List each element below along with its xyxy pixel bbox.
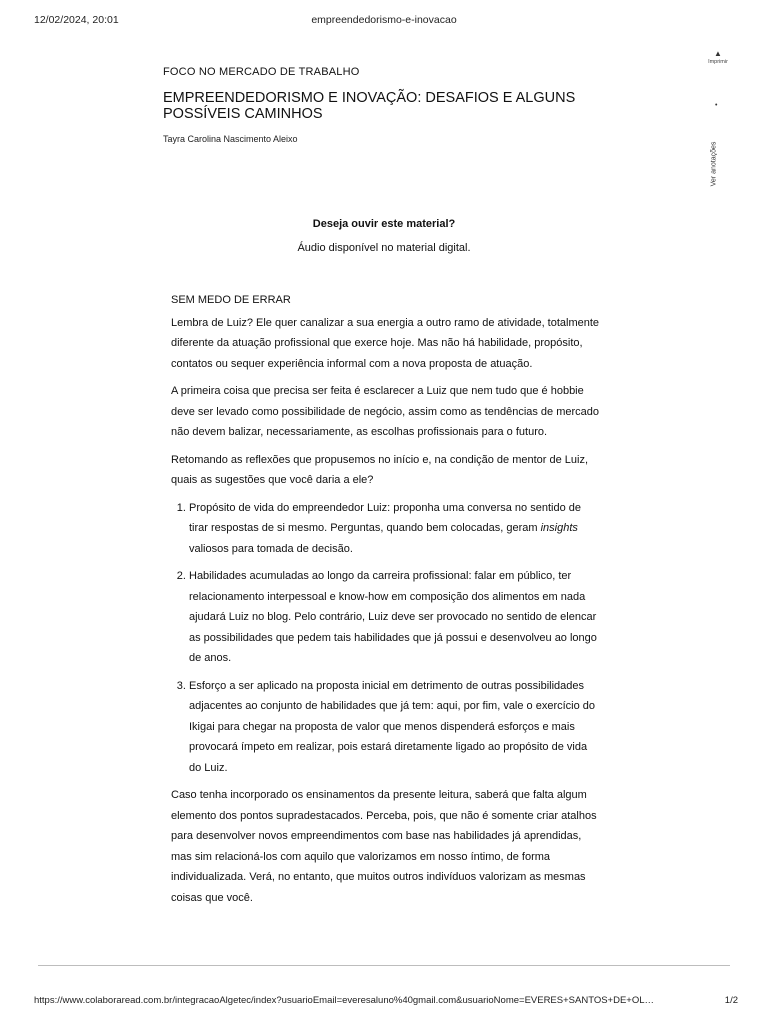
author-name: Tayra Carolina Nascimento Aleixo bbox=[163, 134, 298, 144]
audio-notice bbox=[0, 218, 768, 254]
page-number: 1/2 bbox=[724, 995, 738, 1006]
print-header bbox=[0, 14, 768, 34]
annotations-label: Ver anotações bbox=[710, 141, 718, 187]
annotations-button[interactable] bbox=[700, 134, 728, 194]
print-datetime: 12/02/2024, 20:01 bbox=[34, 14, 119, 26]
list-item-3: 3. Esforço a ser aplicado na proposta inicial em detrimento de outras possibilidades adjacentes ao conjunto de habilidades que já tem: aqui, por fim, vale o exercício do Ikigai para chegar na proposta de valor que menos dispenderá esforços e mais provocará ímpeto em realizar, pois estará diretamente ligado ao propósito de vida do Luiz. bbox=[189, 676, 601, 779]
paragraph-2: A primeira coisa que precisa ser feita é esclarecer a Luiz que nem tudo que é hobbie deve ser levado como possibilidade de negócio, assim como as tendências de mercado não devem balizar, necessariamente, as escolhas profissionais para o futuro. bbox=[171, 385, 600, 438]
page-url: https://www.colaboraread.com.br/integracaoAlgetec/index?usuarioEmail=everesaluno%40gmail.com&usuarioNome=EVERES+SANTOS+DE+OL… bbox=[34, 995, 655, 1006]
print-document-title: empreendedorismo-e-inovacao bbox=[311, 14, 457, 26]
paragraph-3: Retomando as reflexões que propusemos no início e, na condição de mentor de Luiz, quais as sugestões que você daria a ele? bbox=[171, 453, 589, 486]
side-rail bbox=[698, 50, 738, 200]
caret-up-icon: ▲ bbox=[714, 49, 722, 58]
list-item-1-text-a: Propósito de vida do empreendedor Luiz: proponha uma conversa no sentido de tirar respostas de si mesmo. Perguntas, quando bem colocadas, geram bbox=[189, 501, 581, 534]
list-item-1 bbox=[189, 498, 601, 560]
page-title bbox=[163, 90, 603, 122]
paragraph-1: Lembra de Luiz? Ele quer canalizar a sua energia a outro ramo de atividade, totalmente diferente da atuação profissional que exerce hoje. Mas não há habilidade, propósito, contatos ou sequer experiência informal com a nova proposta de atuação. bbox=[171, 316, 600, 370]
divider bbox=[38, 965, 730, 966]
paragraph-4: Caso tenha incorporado os ensinamentos da presente leitura, saberá que falta algum elemento dos pontos supradestacados. Perceba, pois, que não é somente criar atalhos para desenvolver novos empreendimentos com base nas habilidades já aprendidas, mas sim relacioná-los com aquilo que valorizamos em nosso íntimo, de forma individualizada. Verá, no entanto, que muitos outros indivíduos valorizam as mesmas coisas que você. bbox=[171, 789, 597, 904]
print-button[interactable] bbox=[702, 50, 734, 65]
audio-question: Deseja ouvir este material? bbox=[312, 218, 456, 230]
list-item-1-text-b: valiosos para tomada de decisão. bbox=[189, 542, 353, 555]
page-title-line-1: EMPREENDEDORISMO E INOVAÇÃO: DESAFIOS E ALGUNS bbox=[163, 90, 576, 106]
page-title-line-2: POSSÍVEIS CAMINHOS bbox=[163, 106, 323, 122]
audio-availability: Áudio disponível no material digital. bbox=[297, 242, 471, 254]
section-subtitle: SEM MEDO DE ERRAR bbox=[171, 294, 291, 306]
section-label: FOCO NO MERCADO DE TRABALHO bbox=[163, 66, 360, 78]
suggestions-list bbox=[171, 498, 601, 779]
rail-dot-icon: • bbox=[715, 102, 718, 109]
list-item-2: 2. Habilidades acumuladas ao longo da carreira profissional: falar em público, ter relacionamento interpessoal e know-how em composição dos alimentos em nada ajudará Luiz no blog. Pelo contrário, Luiz deve ser provocado no sentido de elencar as possibilidades que pedem tais habilidades que já possui e desenvolveu ao longo de anos. bbox=[189, 566, 601, 669]
document-header bbox=[163, 66, 603, 144]
article-body bbox=[171, 290, 601, 915]
insights-term: insights bbox=[540, 522, 578, 534]
print-button-label: Imprimir bbox=[708, 59, 728, 65]
